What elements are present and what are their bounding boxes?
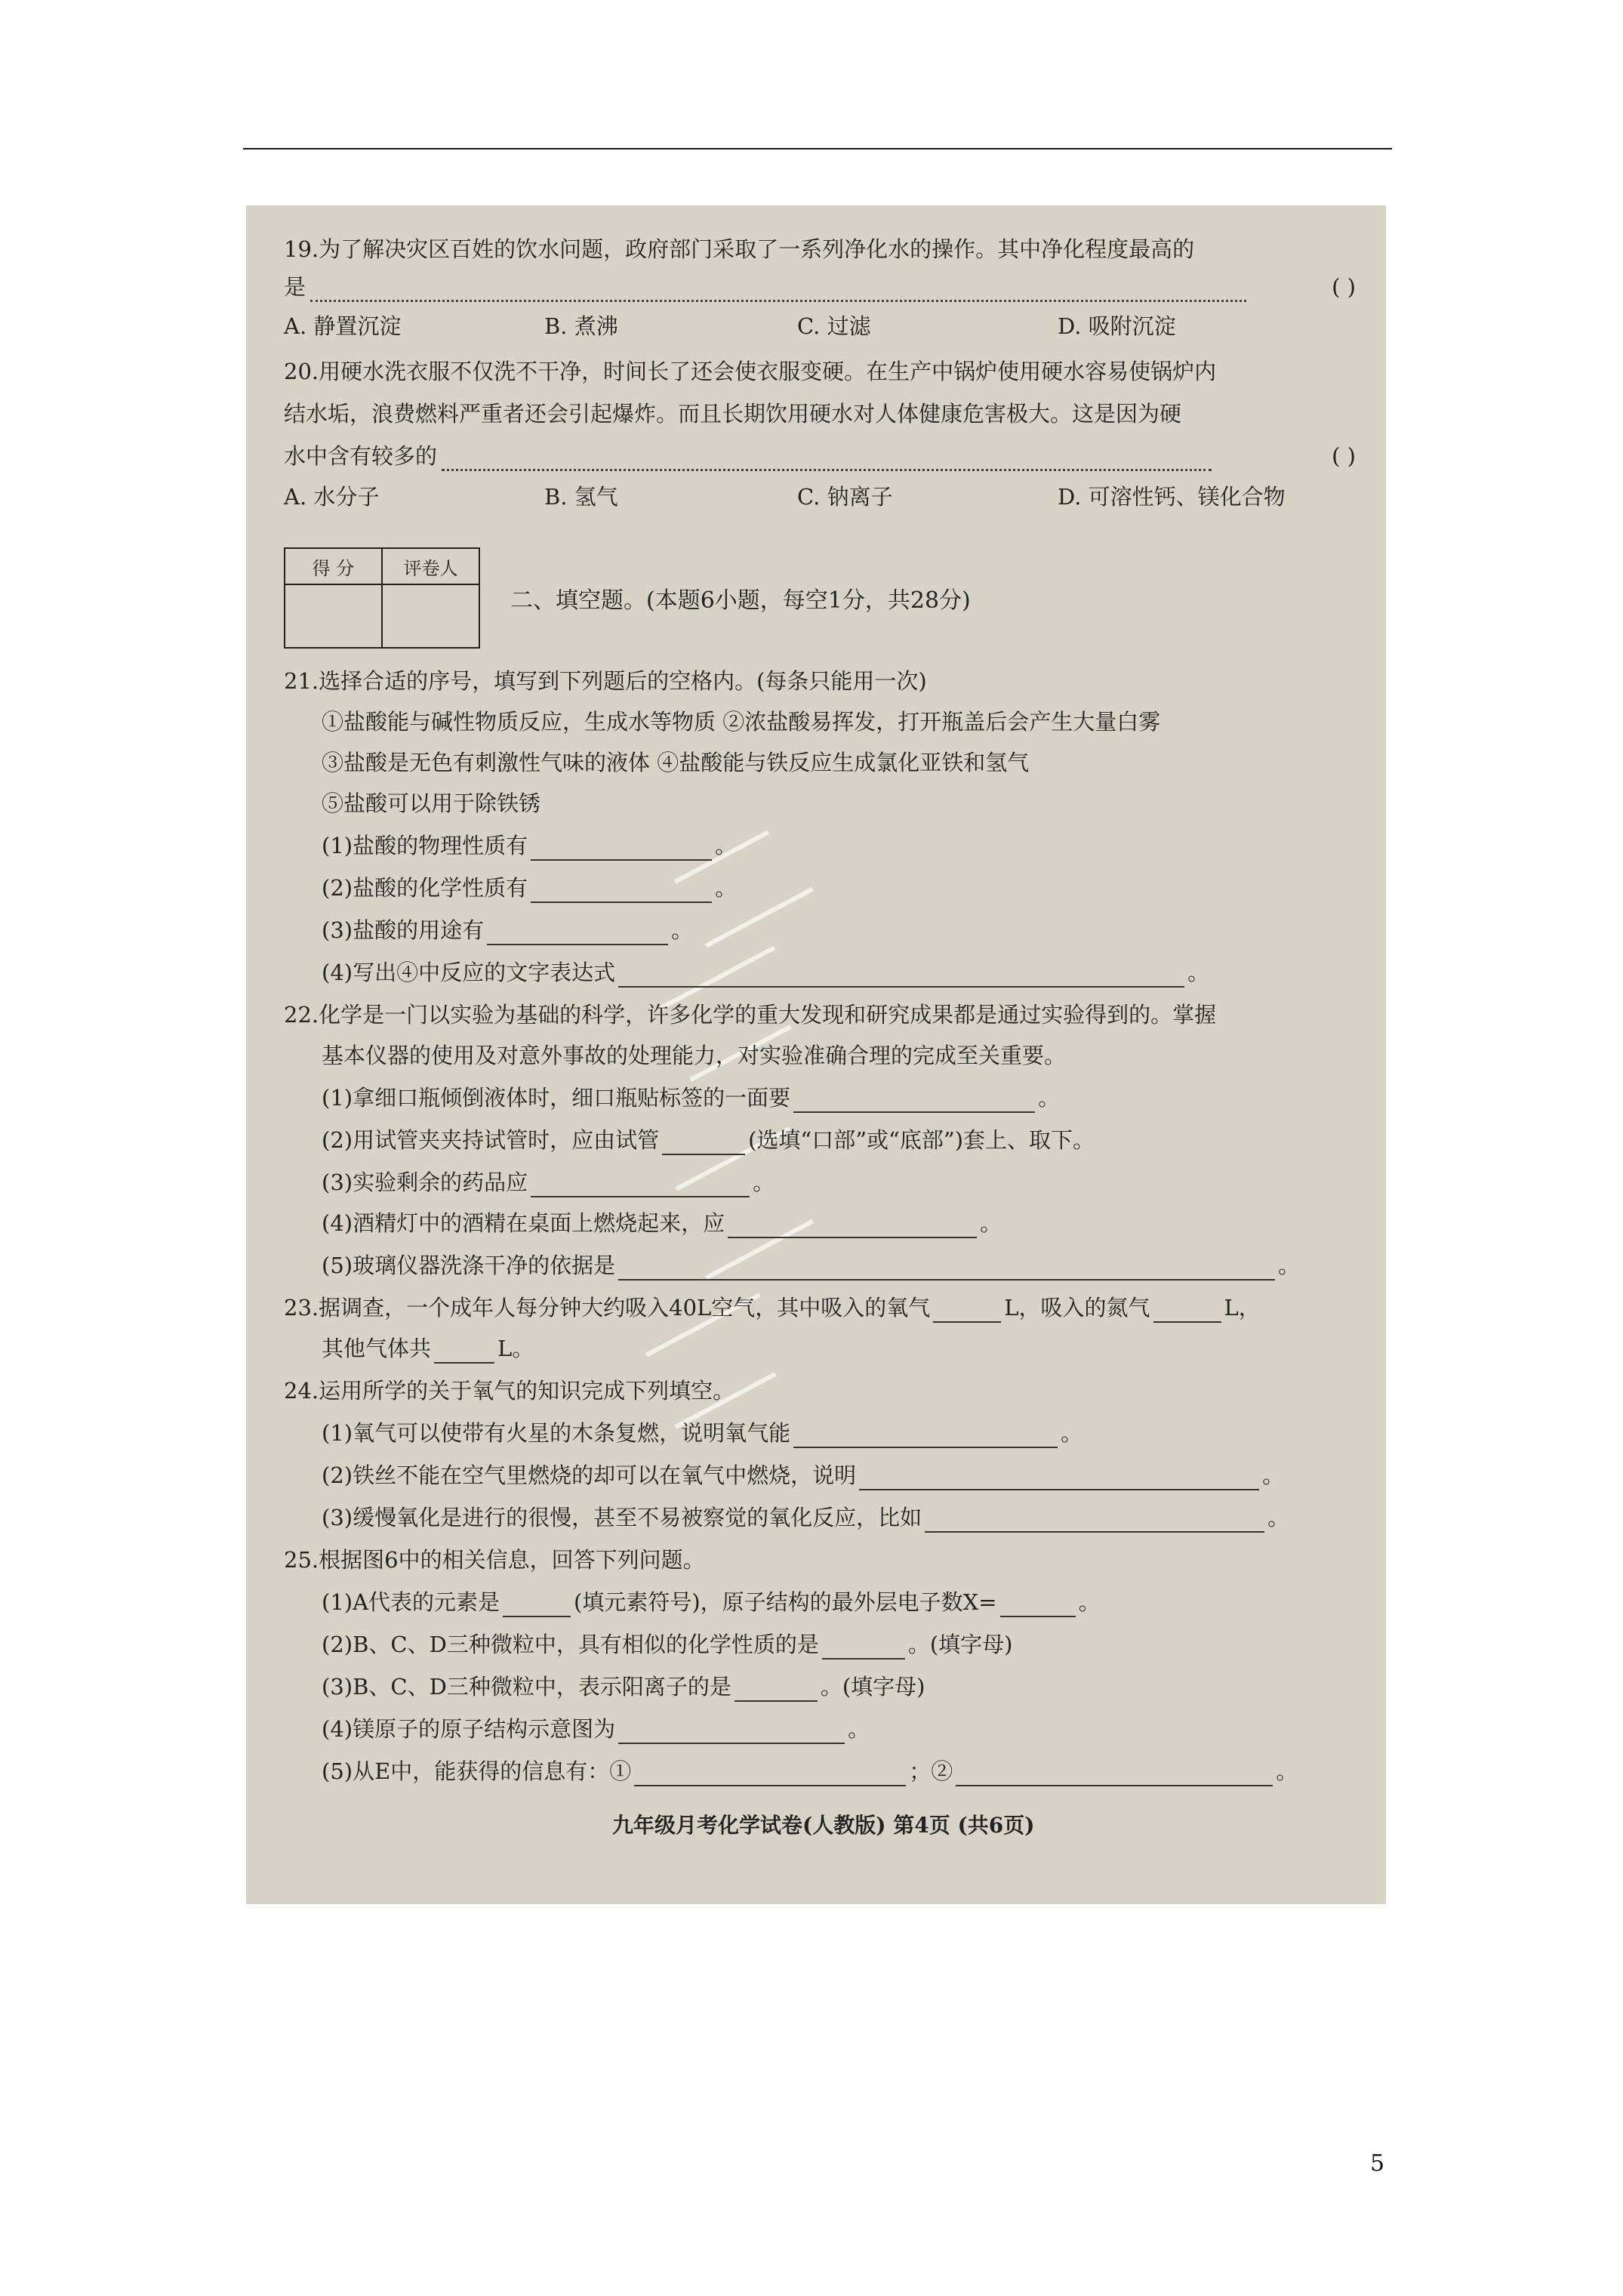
q25-p2-blank	[822, 1635, 905, 1660]
q22-p3-blank	[531, 1173, 750, 1197]
q21-part4: (4)写出④中反应的文字表达式 。	[322, 957, 1209, 988]
q25-p5-blank-2	[956, 1762, 1273, 1786]
q21-stem: 21.选择合适的序号，填写到下列题后的空格内。(每条只能用一次)	[284, 668, 927, 694]
q25-part3: (3)B、C、D三种微粒中，表示阳离子的是 。(填字母)	[322, 1672, 925, 1702]
q21-part3: (3)盐酸的用途有 。	[322, 915, 693, 945]
q24-part2: (2)铁丝不能在空气里燃烧的却可以在氧气中燃烧，说明 。	[322, 1460, 1284, 1490]
header-rule	[243, 148, 1392, 149]
q20-option-c: C. 钠离子	[797, 484, 893, 510]
q25-part1: (1)A代表的元素是 (填元素符号)，原子结构的最外层电子数X= 。	[322, 1587, 1101, 1617]
q22-stem2: 基本仪器的使用及对意外事故的处理能力，对实验准确合理的完成至关重要。	[322, 1043, 1067, 1068]
q25-p4-blank	[618, 1720, 845, 1744]
q21-statement-3-4: ③盐酸是无色有刺激性气味的液体 ④盐酸能与铁反应生成氯化亚铁和氢气	[322, 750, 1030, 775]
q25-p5-blank-1	[634, 1762, 906, 1786]
q25-part4: (4)镁原子的原子结构示意图为 。	[322, 1714, 870, 1744]
q23-nitrogen-blank	[1153, 1299, 1221, 1323]
grader-cell	[382, 584, 479, 648]
q21-p1-blank	[531, 837, 712, 861]
q24-part1: (1)氧气可以使带有火星的木条复燃，说明氧气能 。	[322, 1418, 1083, 1448]
q23-oxygen-blank	[933, 1299, 1001, 1323]
q19-option-a: A. 静置沉淀	[284, 313, 402, 339]
scanned-exam-page	[246, 205, 1386, 1904]
q19-line2: 是 ( )	[284, 272, 1356, 302]
q21-p4-blank	[618, 963, 1184, 988]
score-table	[284, 547, 480, 649]
q19-option-d: D. 吸附沉淀	[1058, 313, 1176, 339]
q22-p4-blank	[728, 1214, 977, 1238]
q24-part3: (3)缓慢氧化是进行的很慢，甚至不易被察觉的氧化反应，比如 。	[322, 1502, 1289, 1533]
score-header: 得 分	[285, 548, 382, 584]
page-number: 5	[1370, 2150, 1385, 2177]
q21-statement-1-2: ①盐酸能与碱性物质反应，生成水等物质 ②浓盐酸易挥发，打开瓶盖后会产生大量白雾	[322, 709, 1161, 735]
q20-option-d: D. 可溶性钙、镁化合物	[1058, 484, 1286, 510]
q22-p5-blank	[618, 1256, 1275, 1281]
q22-stem1: 22.化学是一门以实验为基础的科学，许多化学的重大发现和研究成果都是通过实验得到的。掌握	[284, 1002, 1217, 1028]
q20-line3: 水中含有较多的 ( )	[284, 441, 1356, 471]
q25-part5: (5)从E中，能获得的信息有：① ；② 。	[322, 1756, 1298, 1786]
q23-other-blank	[434, 1339, 494, 1364]
q22-p1-blank	[793, 1089, 1035, 1113]
q22-part3: (3)实验剩余的药品应 。	[322, 1167, 775, 1197]
q19-option-b: B. 煮沸	[544, 313, 618, 339]
q23-line2: 其他气体共 L。	[322, 1333, 534, 1364]
q22-part2: (2)用试管夹夹持试管时，应由试管 (选填“口部”或“底部”)套上、取下。	[322, 1125, 1095, 1155]
q25-p3-blank	[735, 1678, 818, 1702]
q21-part1: (1)盐酸的物理性质有 。	[322, 831, 737, 861]
q20-option-b: B. 氢气	[544, 484, 618, 510]
q24-p2-blank	[859, 1466, 1259, 1490]
q22-part5: (5)玻璃仪器洗涤干净的依据是 。	[322, 1250, 1300, 1281]
q21-part2: (2)盐酸的化学性质有 。	[322, 873, 737, 903]
q22-p2-blank	[662, 1131, 745, 1155]
q25-part2: (2)B、C、D三种微粒中，具有相似的化学性质的是 。(填字母)	[322, 1629, 1012, 1660]
q19-line1: 19.为了解决灾区百姓的饮水问题，政府部门采取了一系列净化水的操作。其中净化程度最高的	[284, 236, 1195, 262]
q25-x-blank	[1000, 1593, 1076, 1617]
q20-line1: 20.用硬水洗衣服不仅洗不干净，时间长了还会使衣服变硬。在生产中锅炉使用硬水容易使锅炉内	[284, 359, 1217, 384]
q20-line2: 结水垢，浪费燃料严重者还会引起爆炸。而且长期饮用硬水对人体健康危害极大。这是因为硬	[284, 401, 1182, 427]
q21-p2-blank	[531, 879, 712, 903]
q19-option-c: C. 过滤	[797, 313, 871, 339]
q22-part4: (4)酒精灯中的酒精在桌面上燃烧起来，应 。	[322, 1208, 1002, 1238]
q25-stem: 25.根据图6中的相关信息，回答下列问题。	[284, 1547, 705, 1573]
q25-element-blank	[503, 1593, 571, 1617]
section2-title: 二、填空题。(本题6小题，每空1分，共28分)	[510, 587, 971, 614]
grader-header: 评卷人	[382, 548, 479, 584]
q23-line1: 23.据调查，一个成年人每分钟大约吸入40L空气，其中吸入的氧气 L，吸入的氮气 L，	[284, 1293, 1261, 1323]
q21-p3-blank	[487, 921, 668, 945]
q22-part1: (1)拿细口瓶倾倒液体时，细口瓶贴标签的一面要 。	[322, 1083, 1060, 1113]
score-cell	[285, 584, 382, 648]
exam-footer: 九年级月考化学试卷(人教版) 第4页 (共6页)	[612, 1813, 1035, 1838]
q24-p3-blank	[925, 1509, 1264, 1533]
q24-p1-blank	[793, 1424, 1058, 1448]
q24-stem: 24.运用所学的关于氧气的知识完成下列填空。	[284, 1378, 735, 1404]
q20-option-a: A. 水分子	[284, 484, 380, 510]
q21-statement-5: ⑤盐酸可以用于除铁锈	[322, 791, 541, 816]
